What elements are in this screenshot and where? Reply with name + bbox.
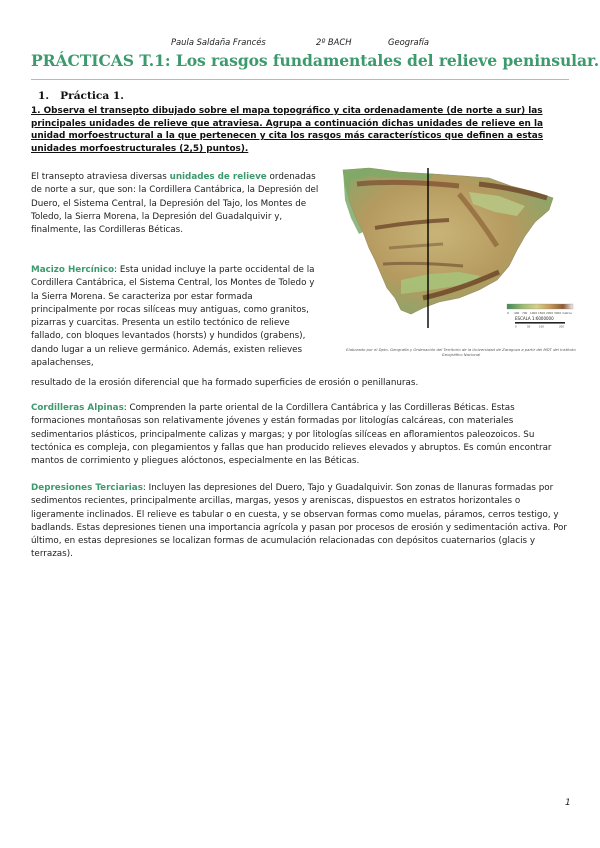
macizo-keyword: Macizo Hercínico (31, 265, 115, 275)
scale-tick: 50 (527, 325, 531, 328)
legend-label: 2000 (546, 311, 554, 315)
macizo-paragraph (31, 264, 321, 370)
alpinas-text: : Comprenden la parte oriental de la Cordillera Cantábrica y las Cordilleras Béticas. Estas formaciones montañosas son relativamente jóvenes y están formadas por litologías calcáreas, con materiales sedimentarios plásticos, principalmente calizas y margas; y por litologías silíceas en afloramientos paleozoicos. Su tectónica es compleja, con plegamientos y fallas que han producido relieves elevados y abruptos. Es común encontrar mantos de corrimiento y pliegues alóctonos, especialmente en las Béticas. (31, 403, 552, 467)
legend-label: 0 (507, 311, 509, 315)
intro-text-after: ordenadas de norte a sur, que son: la Cordillera Cantábrica, la Depresión del Duero, el Sistema Central, la Depresión del Tajo, los Montes de Toledo, la Sierra Morena, la Depresión del Guadalquivir y, finalmente, las Cordilleras Béticas. (31, 172, 319, 236)
intro-text-before: El transepto atraviesa diversas (31, 172, 170, 182)
header-subject: Geografía (388, 37, 430, 47)
intro-paragraph (31, 171, 321, 237)
macizo-continuation: resultado de la erosión diferencial que ha formado superficies de erosión o penillanuras. (31, 378, 419, 388)
page-header (0, 37, 600, 49)
map-caption: Elaborado por el Dpto. Geografía y Ordenación del Territorio de la Universidad de Zaragoza a partir del MDT del Instituto Geográfico Nacional (346, 347, 576, 357)
terciarias-text: : Incluyen las depresiones del Duero, Tajo y Guadalquivir. Son zonas de llanuras formadas por sedimentos recientes, principalmente arcillas, margas, yesos y areniscas, dispuestos en estratos horizontales o ligeramente inclinados. El relieve es tabular o en cuesta, y se observan formas como muelas, páramos, cerros testigo, y badlands. Estas depresiones tienen una importancia agrícola y pasan por procesos de erosión y sedimentación activa. Por último, en estas depresiones se localizan formas de acumulación relacionadas con depósitos cuaternarios (glacis y terrazas). (31, 483, 568, 560)
macizo-text: : Esta unidad incluye la parte occidental de la Cordillera Cantábrica, el Sistema Central, los Montes de Toledo y la Sierra Morena. Se caracteriza por estar formada principalmente por rocas silíceas muy antiguas, como granitos, pizarras y cuarcitas. Presenta un estilo tectónico de relieve fallado, con bloques levantados (horsts) y hundidos (grabens), dando lugar a un relieve germánico. Además, existen relieves apalachenses, (31, 265, 315, 369)
alpinas-paragraph (31, 402, 569, 468)
section-heading (38, 90, 124, 102)
scale-tick: 100 (539, 325, 544, 328)
title-divider (31, 79, 569, 80)
legend-label: 700 (522, 311, 528, 315)
page-number: 1 (565, 798, 571, 808)
legend-label: 1500 (538, 311, 546, 315)
section-title: Práctica 1. (60, 90, 124, 102)
scale-tick: 0 (515, 325, 517, 328)
terciarias-paragraph (31, 482, 569, 562)
alpinas-keyword: Cordilleras Alpinas (31, 403, 124, 413)
page-title: PRÁCTICAS T.1: Los rasgos fundamentales del relieve peninsular. (31, 51, 600, 70)
terciarias-keyword: Depresiones Terciarias (31, 483, 143, 493)
scale-bar (515, 322, 565, 324)
section-number: 1. (38, 90, 50, 102)
legend-label: 1000 (530, 311, 538, 315)
intro-keyword: unidades de relieve (169, 172, 267, 182)
header-course: 2º BACH (316, 37, 352, 47)
legend-gradient-bar (507, 304, 573, 309)
topographic-map (339, 162, 580, 328)
legend-label: 3000 (554, 311, 562, 315)
legend-label: 400 (514, 311, 520, 315)
map-scale-label: ESCALA 1:6000000 (515, 316, 554, 321)
header-author: Paula Saldaña Francés (171, 37, 266, 47)
question-text: 1. Observa el transepto dibujado sobre el mapa topográfico y cita ordenadamente (de norte a sur) las principales unidades de relieve que atraviesa. Agrupa a continuación dichas unidades de relieve en la unidad morfoestructural a la que pertenecen y cita los rasgos más característicos que definen a estas unidades morfoestructurales (2,5) puntos). (31, 106, 544, 154)
scale-tick: 200 (559, 325, 564, 328)
legend-label: metros (562, 311, 572, 315)
